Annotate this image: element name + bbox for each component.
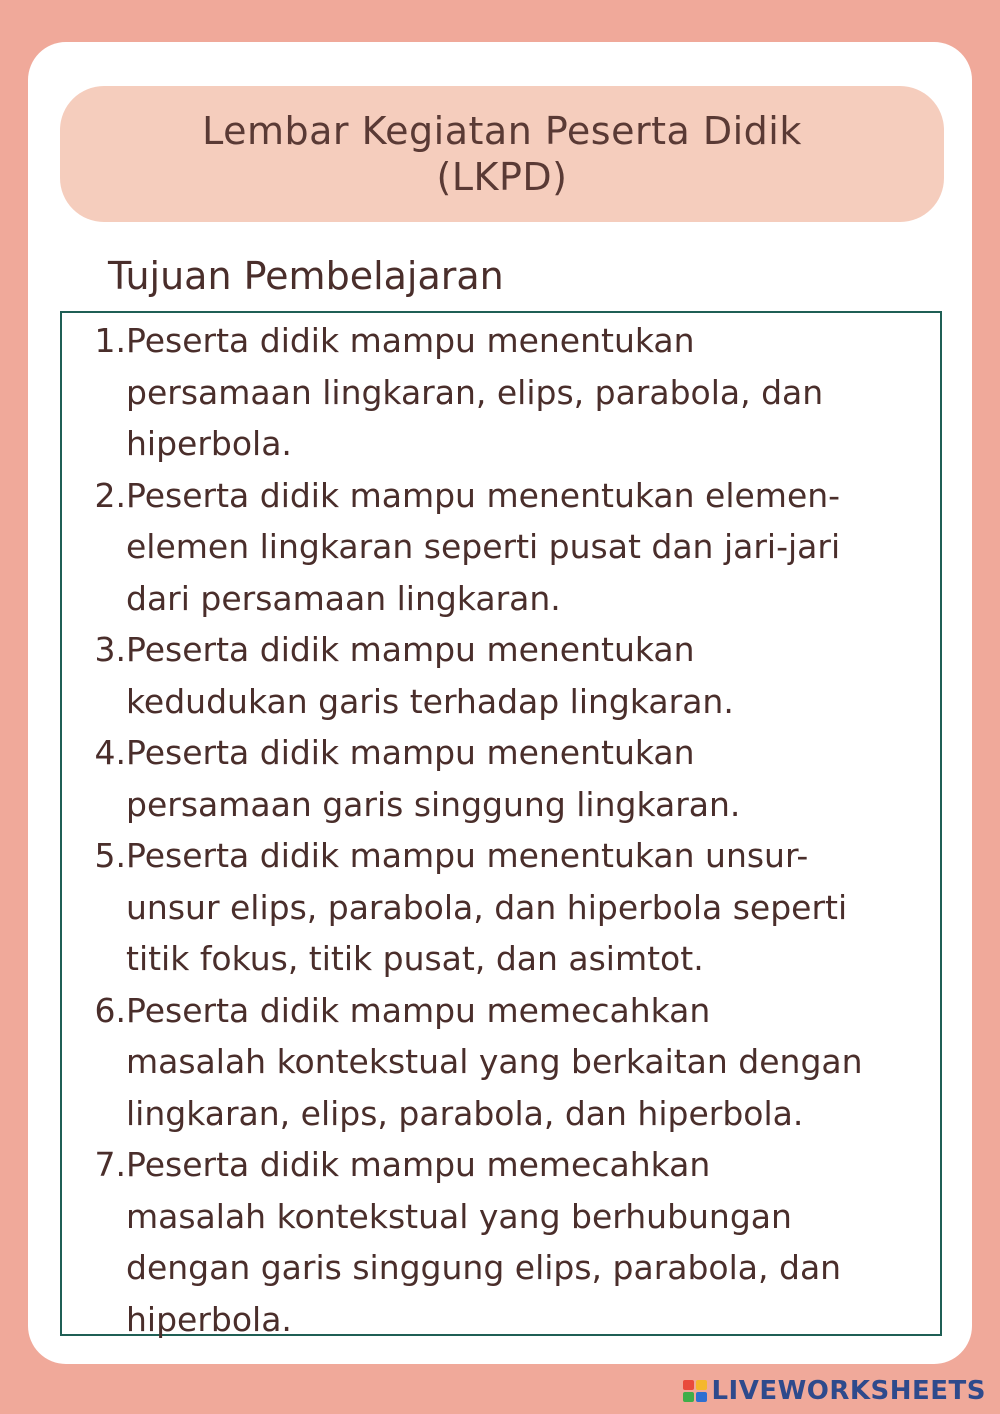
page-subtitle: (LKPD): [436, 155, 568, 199]
brand-name: LIVEWORKSHEETS: [711, 1376, 986, 1406]
footer-branding[interactable]: [683, 1376, 986, 1406]
goal-text: Peserta didik mampu memecahkan masalah kontekstual yang berkaitan dengan lingkaran, elips, parabola, dan hiperbola.: [126, 990, 863, 1133]
goal-item: [86, 830, 940, 985]
goal-text: Peserta didik mampu menentukan elemen- elemen lingkaran seperti pusat dan jari-jari dari persamaan lingkaran.: [126, 475, 841, 618]
goals-list: [86, 315, 940, 1345]
goal-text: Peserta didik mampu menentukan unsur- unsur elips, parabola, dan hiperbola seperti titik fokus, titik pusat, dan asimtot.: [126, 836, 848, 978]
page-title: Lembar Kegiatan Peserta Didik: [202, 109, 802, 153]
goal-item: [86, 470, 940, 625]
title-banner: [60, 86, 944, 222]
goal-text: Peserta didik mampu menentukan persamaan lingkaran, elips, parabola, dan hiperbola.: [126, 321, 824, 463]
goals-box: [60, 311, 942, 1339]
goal-number: 3.: [94, 630, 126, 669]
goal-text: Peserta didik mampu menentukan persamaan garis singgung lingkaran.: [126, 733, 741, 824]
goal-item: [86, 1139, 940, 1345]
goal-item: [86, 727, 940, 830]
goal-item: [86, 985, 940, 1140]
goal-text: Peserta didik mampu menentukan kedudukan garis terhadap lingkaran.: [126, 630, 734, 721]
goal-number: 2.: [94, 475, 126, 515]
goal-number: 5.: [94, 836, 126, 875]
goal-number: 7.: [94, 1145, 126, 1184]
goal-text: Peserta didik mampu memecahkan masalah kontekstual yang berhubungan dengan garis singgung elips, parabola, dan hiperbola.: [126, 1145, 842, 1339]
liveworksheets-logo-icon: [683, 1380, 707, 1402]
section-title: Tujuan Pembelajaran: [108, 254, 504, 298]
goal-number: 1.: [94, 321, 126, 360]
goal-number: 6.: [94, 990, 126, 1030]
goal-item: [86, 624, 940, 727]
goal-item: [86, 315, 940, 470]
goal-number: 4.: [94, 733, 126, 772]
